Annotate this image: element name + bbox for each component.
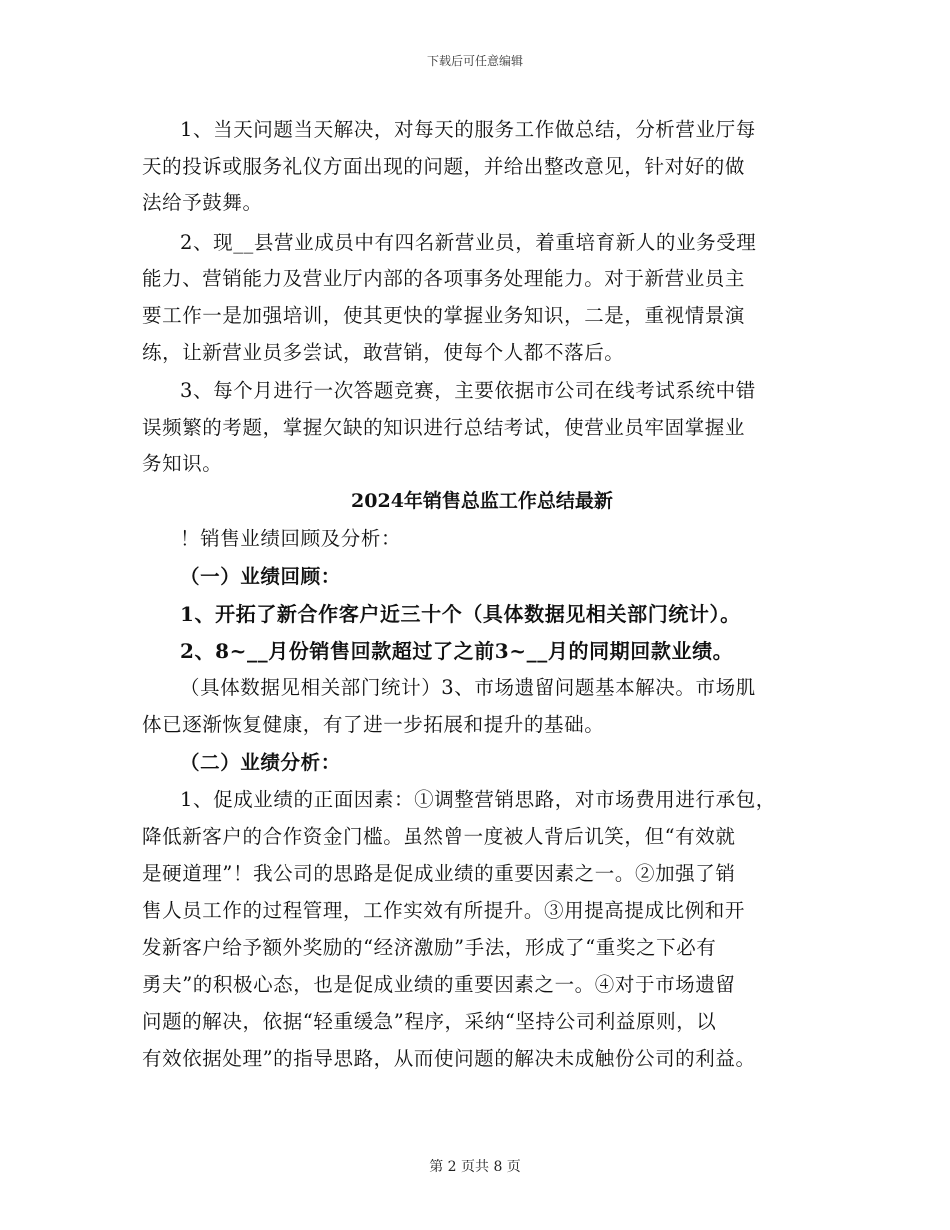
paragraph-line: 天的投诉或服务礼仪方面出现的问题，并给出整改意见，针对好的做 (142, 155, 746, 178)
paragraph-line: 务知识。 (142, 452, 223, 475)
paragraph-line: 1、当天问题当天解决，对每天的服务工作做总结，分析营业厅每 (180, 118, 756, 141)
paragraph-line: 降低新客户的合作资金门槛。虽然曾一度被人背后讥笑，但“有效就 (142, 825, 736, 848)
paragraph-line: 能力、营销能力及营业厅内部的各项事务处理能力。对于新营业员主 (142, 267, 746, 290)
page-footer: 第 2 页共 8 页 (429, 1159, 521, 1175)
paragraph-line: 练，让新营业员多尝试，敢营销，使每个人都不落后。 (142, 341, 625, 364)
paragraph-line: 问题的解决，依据“轻重缓急”程序，采纳“坚持公司利益原则，以 (142, 1010, 717, 1033)
subheading-line: 1、开拓了新合作客户近三十个（具体数据见相关部门统计）。 (180, 602, 741, 626)
paragraph-line: 勇夫”的积极心态，也是促成业绩的重要因素之一。④对于市场遗留 (142, 973, 736, 996)
paragraph-line: 售人员工作的过程管理，工作实效有所提升。③用提高提成比例和开 (142, 899, 746, 922)
page-header: 下载后可任意编辑 (426, 54, 523, 68)
subheading-line: （二）业绩分析： (180, 751, 341, 774)
paragraph-line: 要工作一是加强培训，使其更快的掌握业务知识，二是，重视情景演 (142, 304, 746, 327)
paragraph-line: ！销售业绩回顾及分析： (180, 527, 402, 550)
subheading-line: （一）业绩回顾： (180, 565, 341, 588)
paragraph-line: 2、现__县营业成员中有四名新营业员，着重培育新人的业务受理 (180, 231, 757, 254)
paragraph-line: 有效依据处理”的指导思路，从而使问题的解决未成触份公司的利益。 (142, 1047, 756, 1070)
paragraph-line: 法给予鼓舞。 (142, 191, 263, 214)
section-title: 2024年销售总监工作总结最新 (351, 490, 613, 512)
paragraph-line: 1、促成业绩的正面因素：①调整营销思路，对市场费用进行承包， (180, 788, 776, 811)
paragraph-line: 误频繁的考题，掌握欠缺的知识进行总结考试，使营业员牢固掌握业 (142, 416, 746, 439)
paragraph-line: （具体数据见相关部门统计）3、市场遗留问题基本解决。市场肌 (180, 676, 756, 699)
paragraph-line: 是硬道理”！我公司的思路是促成业绩的重要因素之一。②加强了销 (142, 862, 736, 885)
paragraph-line: 3、每个月进行一次答题竞赛，主要依据市公司在线考试系统中错 (180, 379, 756, 402)
paragraph-line: 发新客户给予额外奖励的“经济激励”手法，形成了“重奖之下必有 (142, 936, 717, 959)
paragraph-line: 体已逐渐恢复健康，有了进一步拓展和提升的基础。 (142, 713, 605, 736)
subheading-line: 2、8~__月份销售回款超过了之前3~__月的同期回款业绩。 (180, 639, 734, 663)
